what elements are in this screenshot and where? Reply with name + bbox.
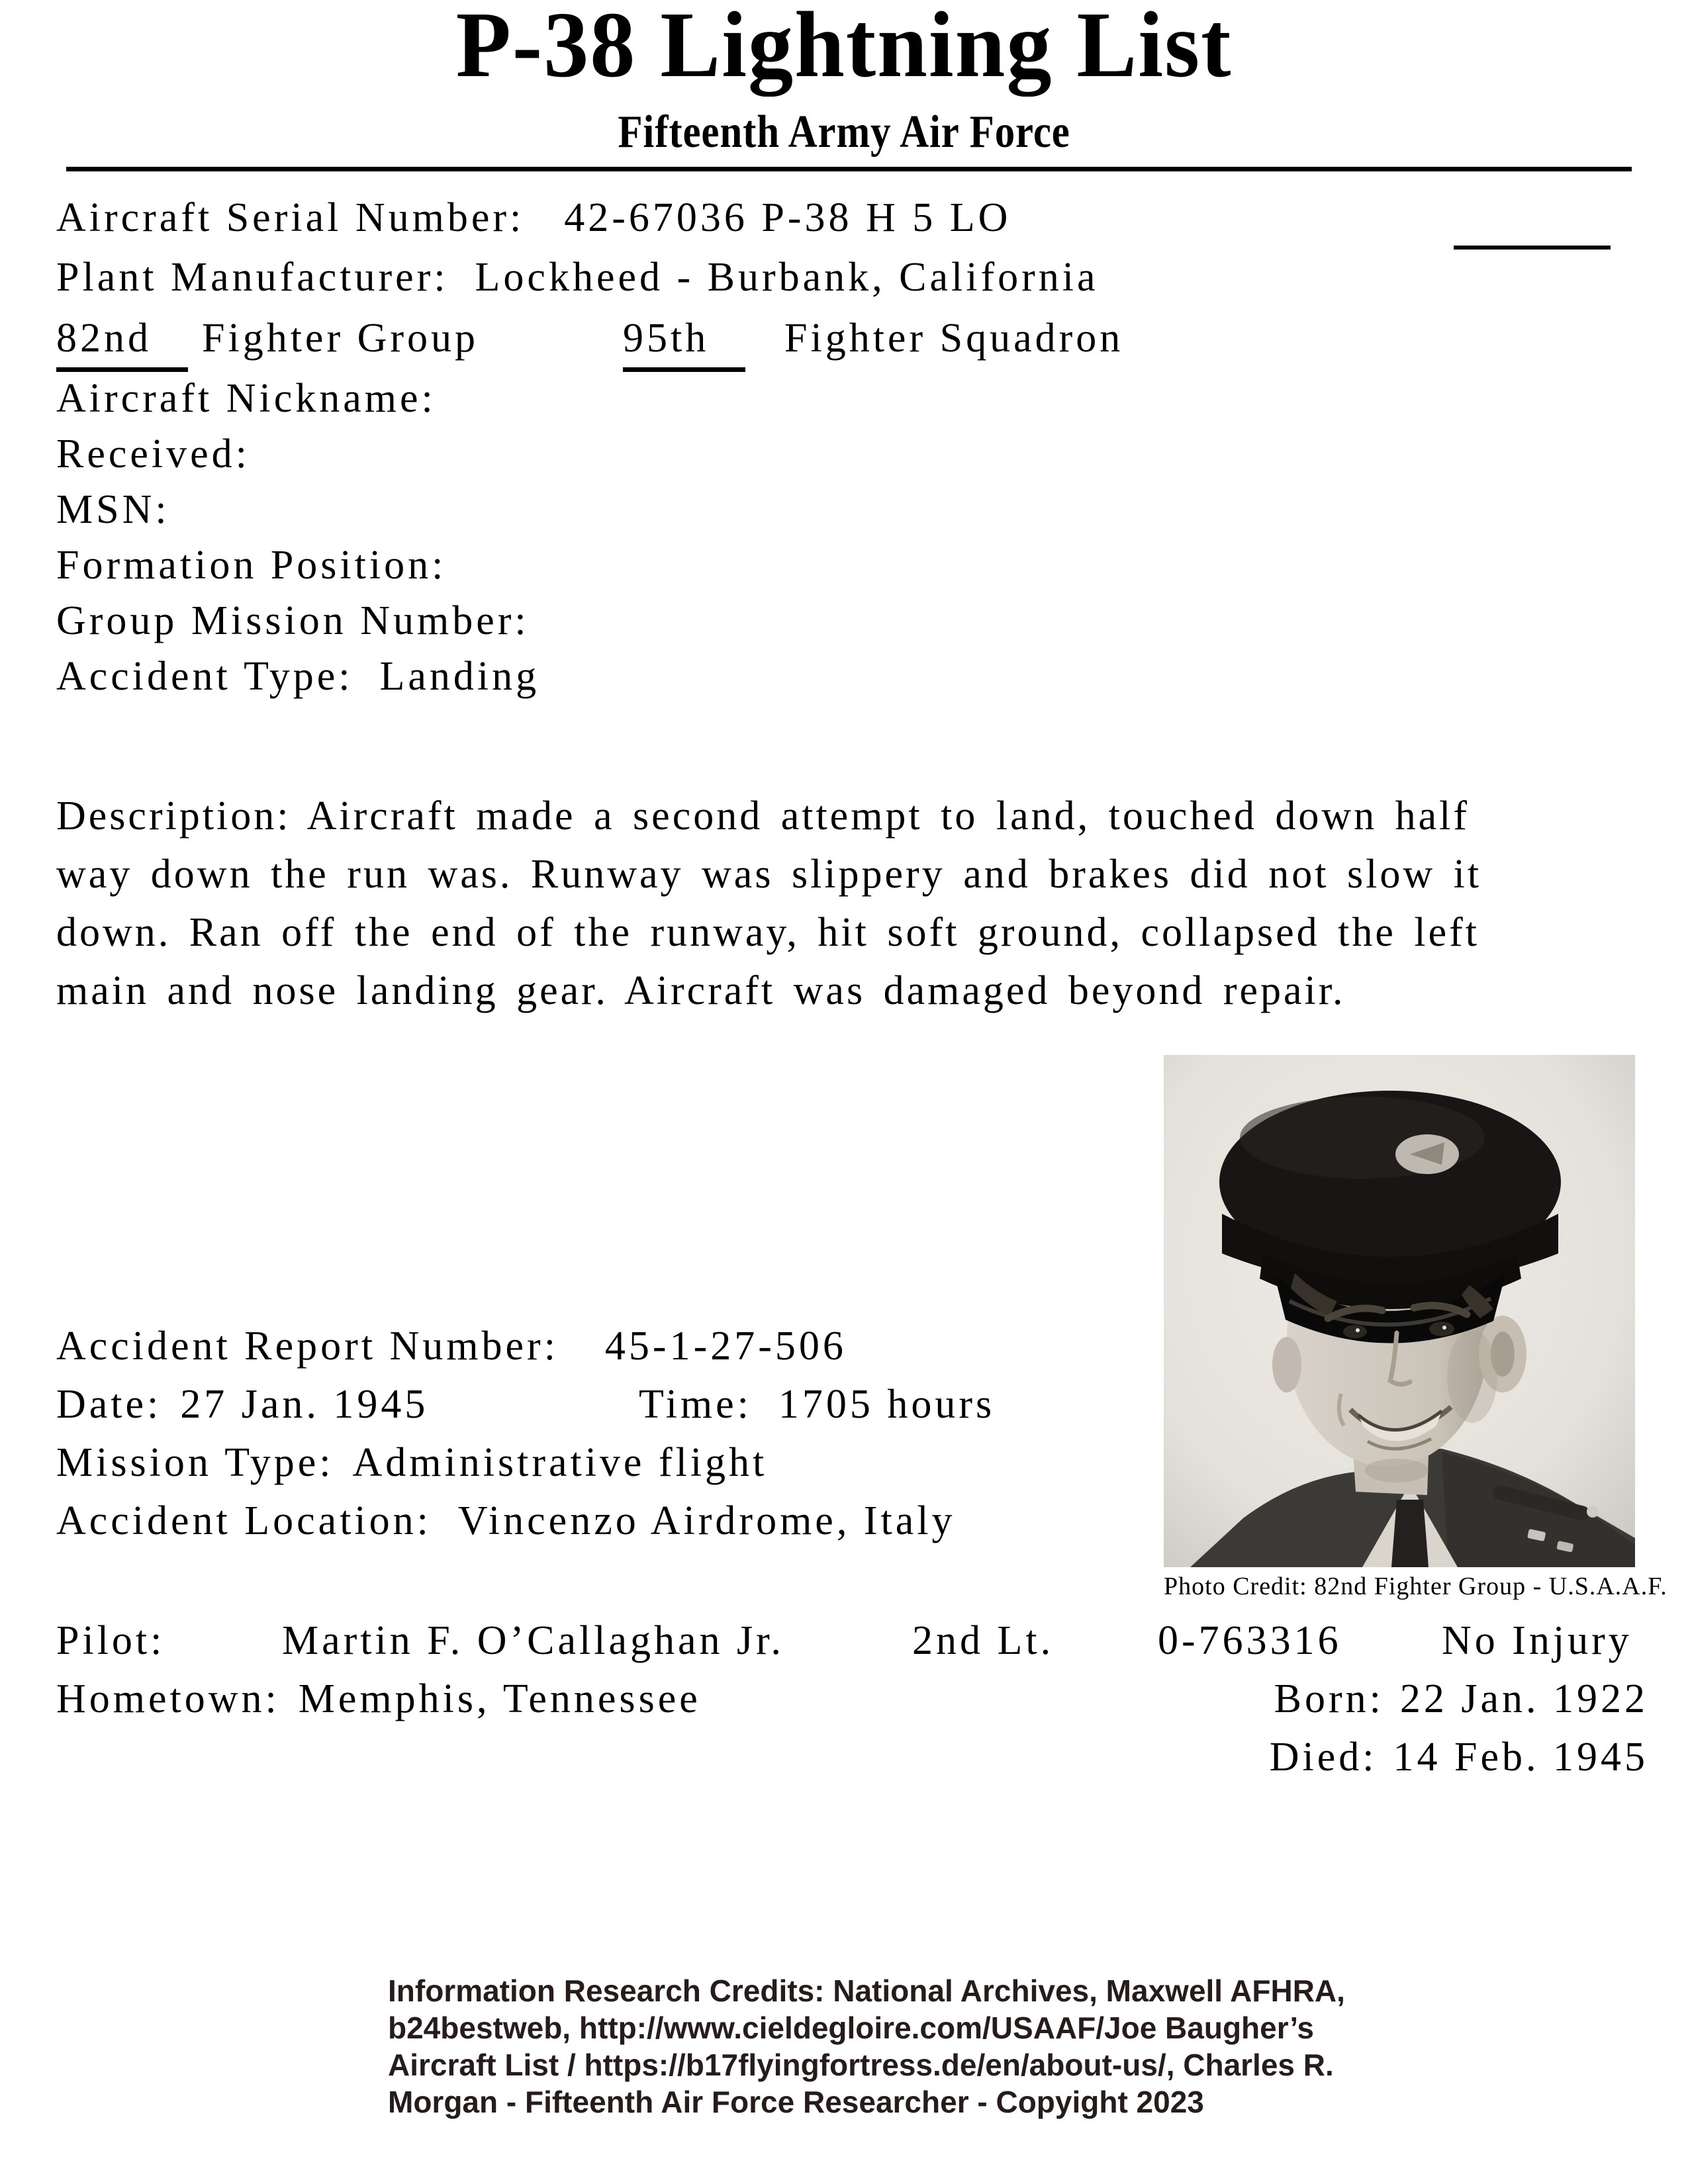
born-label: Born: bbox=[1274, 1676, 1384, 1721]
description-paragraph bbox=[56, 787, 1658, 1020]
accident-location-label: Accident Location: bbox=[56, 1498, 432, 1543]
fighter-squadron-number: 95th bbox=[623, 310, 745, 372]
nickname-row bbox=[56, 371, 436, 426]
born-field bbox=[1274, 1671, 1648, 1727]
pilot-rank: 2nd Lt. bbox=[912, 1618, 1055, 1663]
serial-row bbox=[56, 190, 1011, 246]
credits-line: b24bestweb, http://www.cieldegloire.com/USAAF/Joe Baugher’s bbox=[388, 2011, 1315, 2045]
received-row bbox=[56, 426, 250, 482]
accident-type-value: Landing bbox=[379, 654, 540, 699]
died-label: Died: bbox=[1269, 1735, 1378, 1780]
msn-row bbox=[56, 482, 170, 537]
born-value: 22 Jan. 1922 bbox=[1399, 1676, 1648, 1721]
nickname-label: Aircraft Nickname: bbox=[56, 376, 436, 421]
pilot-service-number: 0-763316 bbox=[1158, 1618, 1342, 1663]
plant-label: Plant Manufacturer: bbox=[56, 255, 449, 300]
credits-line: Aircraft List / https://b17flyingfortress.de/en/about-us/, Charles R. bbox=[388, 2048, 1334, 2082]
header-divider bbox=[66, 167, 1632, 171]
accident-location-value: Vincenzo Airdrome, Italy bbox=[457, 1498, 956, 1543]
date-label: Date: bbox=[56, 1382, 162, 1427]
pilot-name: Martin F. O’Callaghan Jr. bbox=[282, 1618, 784, 1663]
description-line: main and nose landing gear. Aircraft was damaged beyond repair. bbox=[56, 968, 1346, 1013]
msn-label: MSN: bbox=[56, 487, 170, 532]
page-title: P-38 Lightning List bbox=[455, 0, 1233, 97]
died-field bbox=[1270, 1729, 1648, 1785]
time-field bbox=[639, 1377, 995, 1432]
pilot-label: Pilot: bbox=[56, 1618, 165, 1663]
date-value: 27 Jan. 1945 bbox=[180, 1382, 429, 1427]
group-mission-row bbox=[56, 593, 530, 649]
mission-type-row bbox=[56, 1435, 767, 1490]
blank-underline bbox=[1454, 246, 1611, 250]
hometown-value: Memphis, Tennessee bbox=[298, 1676, 701, 1721]
pilot-injury: No Injury bbox=[1442, 1618, 1632, 1663]
accident-report-label: Accident Report Number: bbox=[56, 1324, 559, 1369]
hometown-label: Hometown: bbox=[56, 1676, 280, 1721]
plant-row bbox=[56, 250, 1099, 305]
formation-position-row bbox=[56, 537, 446, 593]
received-label: Received: bbox=[56, 432, 250, 477]
description-line: way down the run was. Runway was slippery and brakes did not slow it bbox=[56, 852, 1482, 897]
credits-footer bbox=[388, 1972, 1447, 2120]
photo-caption: Photo Credit: 82nd Fighter Group - U.S.A.A.F. bbox=[1164, 1572, 1667, 1600]
mission-type-label: Mission Type: bbox=[56, 1440, 334, 1485]
accident-report-value: 45-1-27-506 bbox=[604, 1324, 847, 1369]
description-line: Description: Aircraft made a second attempt to land, touched down half bbox=[56, 794, 1470, 839]
serial-label: Aircraft Serial Number: bbox=[56, 195, 525, 240]
credits-line: Information Research Credits: National Archives, Maxwell AFHRA, bbox=[388, 1974, 1345, 2008]
mission-type-value: Administrative flight bbox=[352, 1440, 768, 1485]
pilot-photo bbox=[1164, 1055, 1635, 1567]
died-value: 14 Feb. 1945 bbox=[1393, 1735, 1648, 1780]
fighter-group-number: 82nd bbox=[56, 310, 188, 372]
description-line: down. Ran off the end of the runway, hit soft ground, collapsed the left bbox=[56, 910, 1479, 955]
fighter-squadron-label: Fighter Squadron bbox=[784, 316, 1124, 361]
accident-type-row bbox=[56, 649, 539, 704]
accident-location-row bbox=[56, 1493, 955, 1549]
time-label: Time: bbox=[639, 1382, 752, 1427]
hometown-field bbox=[56, 1671, 701, 1727]
page-subtitle: Fifteenth Army Air Force bbox=[618, 107, 1070, 158]
fighter-group-label: Fighter Group bbox=[202, 316, 479, 361]
plant-value: Lockheed - Burbank, California bbox=[475, 255, 1099, 300]
accident-report-row bbox=[56, 1318, 847, 1374]
formation-position-label: Formation Position: bbox=[56, 543, 447, 588]
credits-line: Morgan - Fifteenth Air Force Researcher - Copyight 2023 bbox=[388, 2085, 1204, 2119]
serial-value: 42-67036 P-38 H 5 LO bbox=[564, 195, 1011, 240]
group-mission-label: Group Mission Number: bbox=[56, 598, 530, 643]
time-value: 1705 hours bbox=[778, 1382, 996, 1427]
date-field bbox=[56, 1377, 428, 1432]
accident-type-label: Accident Type: bbox=[56, 654, 353, 699]
